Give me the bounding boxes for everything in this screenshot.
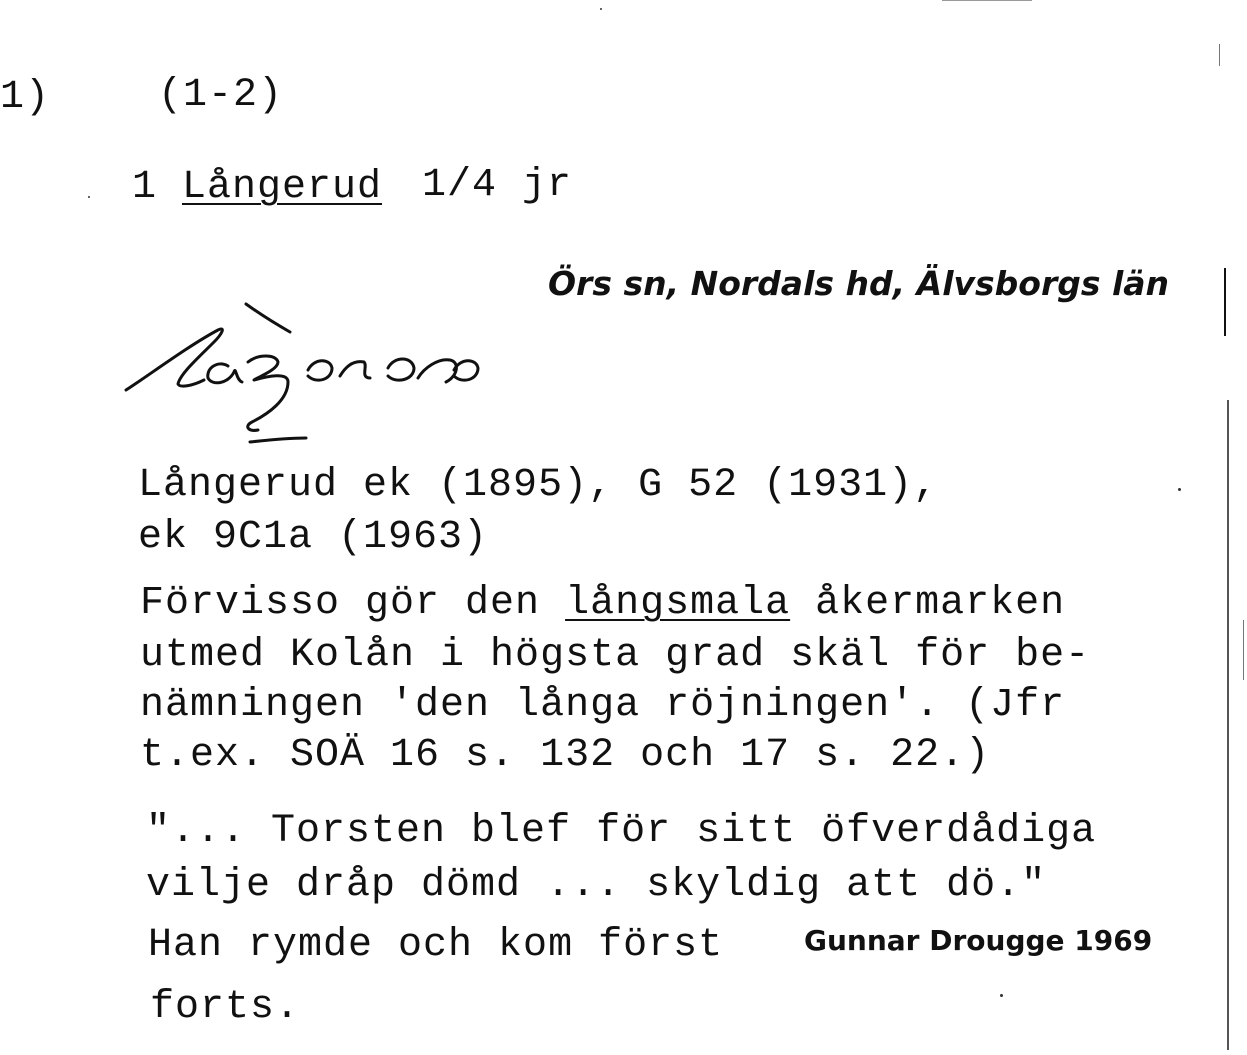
- source-line-1: Långerud ek (1895), G 52 (1931),: [138, 463, 939, 508]
- source-line-2: ek 9C1a (1963): [138, 515, 489, 560]
- comment-line-1-end: åkermarken: [790, 581, 1066, 626]
- scan-speck: [1178, 488, 1181, 491]
- underlined-word: långsmala: [565, 581, 791, 626]
- scan-speck: [600, 8, 602, 10]
- author-stamp: Gunnar Drougge 1969: [804, 924, 1153, 957]
- comment-line-4: t.ex. SOÄ 16 s. 132 och 17 s. 22.): [140, 733, 991, 778]
- comment-line-3: nämningen 'den långa röjningen'. (Jfr: [140, 683, 1066, 728]
- card-number: 1): [0, 75, 51, 120]
- comment-line-1: [140, 581, 1066, 626]
- range-label: (1-2): [158, 73, 284, 118]
- scan-edge-line: [942, 0, 1032, 1]
- location-stamp: Örs sn, Nordals hd, Älvsborgs län: [548, 264, 1170, 303]
- quote-line-2: vilje dråp dömd ... skyldig att dö.": [146, 863, 1047, 908]
- scan-edge-line: [1243, 620, 1244, 680]
- comment-line-1-start: Förvisso gör den: [140, 581, 566, 626]
- scan-speck: [1000, 994, 1003, 997]
- entry-measure: 1/4 jr: [422, 163, 573, 208]
- scan-speck: [88, 196, 90, 198]
- quote-line-3: Han rymde och kom först: [148, 923, 724, 968]
- handwritten-pronunciation: [118, 296, 498, 452]
- quote-line-1: "... Torsten blef för sitt öfverdådiga: [146, 809, 1097, 854]
- scan-edge-line: [1219, 44, 1220, 66]
- comment-line-2: utmed Kolån i högsta grad skäl för be-: [140, 633, 1091, 678]
- scan-edge-line: [1227, 400, 1229, 1050]
- entry-count: 1: [132, 165, 158, 210]
- entry-name: Långerud: [182, 165, 383, 210]
- continued-label: forts.: [150, 985, 301, 1030]
- scan-edge-line: [1224, 268, 1226, 336]
